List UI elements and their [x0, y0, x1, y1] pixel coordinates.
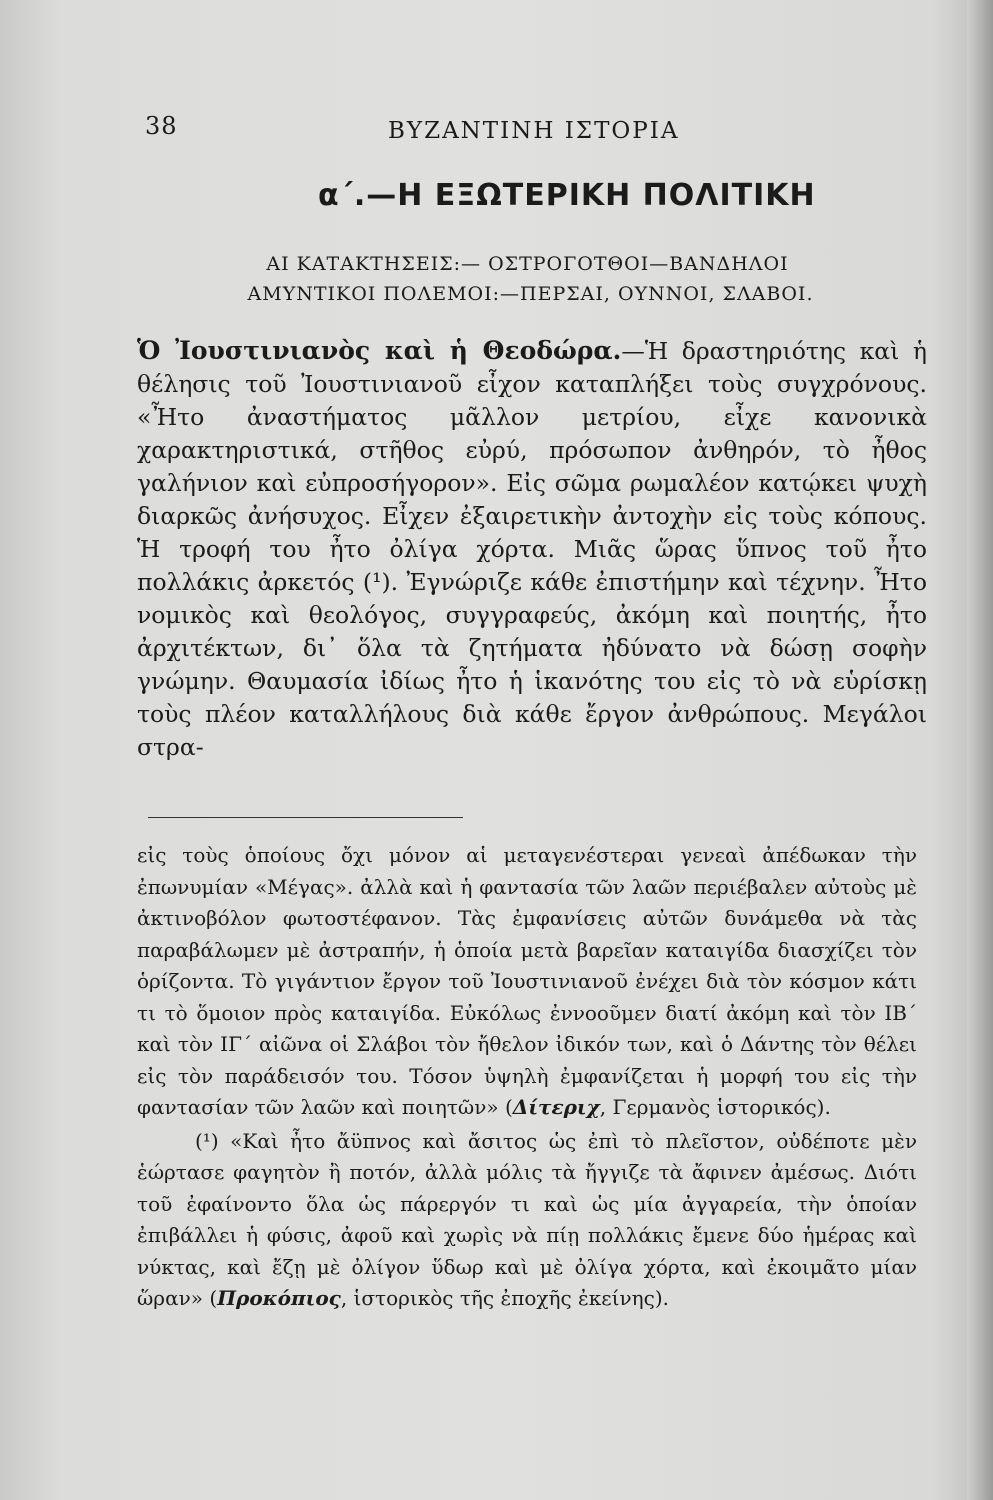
running-head: ΒΥΖΑΝΤΙΝΗ ΙΣΤΟΡΙΑ: [388, 118, 680, 144]
body-paragraph: [137, 334, 927, 764]
paragraph-text: —Ἡ δραστηριότης καὶ ἡ θέλησις τοῦ Ἰουστινιανοῦ εἶχον καταπλήξει τοὺς συγχρόνους. «Ἦτο ἀναστήματος μᾶλλον μετρίου, εἶχε κανονικὰ χαρακτηριστικά, στῆθος εὐρύ, πρόσωπον ἀνθηρόν, τὸ ἦθος γαλήνιον καὶ εὐπροσήγορον». Εἰς σῶμα ρωμαλέον κατῴκει ψυχὴ διαρκῶς ἀνήσυχος. Εἶχεν ἐξαιρετικὴν ἀντοχὴν εἰς τοὺς κόπους. Ἡ τροφή του ἦτο ὀλίγα χόρτα. Μιᾶς ὥρας ὕπνος τοῦ ἦτο πολλάκις ἀρκετός (¹). Ἐγνώριζε κάθε ἐπιστήμην καὶ τέχνην. Ἦτο νομικὸς καὶ θεολόγος, συγγραφεύς, ἀκόμη καὶ ποιητής, ἦτο ἀρχιτέκτων, δι᾽ ὅλα τὰ ζητήματα ἠδύνατο νὰ δώσῃ σοφὴν γνώμην. Θαυμασία ἰδίως ἦτο ἡ ἱκανότης του εἰς τὸ νὰ εὑρίσκῃ τοὺς πλέον καταλλήλους διὰ κάθε ἔργον ἀνθρώπους. Μεγάλοι στρα-: [137, 337, 927, 761]
footnote-1: [137, 1126, 917, 1315]
footnotes: [137, 840, 917, 1315]
footnote-divider: [148, 817, 463, 818]
page-number: 38: [145, 112, 178, 140]
footnote-continuation-tail: , Γερμανὸς ἱστορικός).: [599, 1095, 831, 1119]
footnote-citation-author: Δίτεριχ: [512, 1095, 600, 1119]
footnote-continuation: [137, 840, 917, 1124]
footnote-1-citation-author: Προκόπιος: [217, 1286, 341, 1310]
page-edge-shadow: [967, 0, 993, 1500]
footnote-continuation-text: εἰς τοὺς ὁποίους ὄχι μόνον αἱ μεταγενέστεραι γενεαὶ ἀπέδωκαν τὴν ἐπωνυμίαν «Μέγας». ἀλλὰ καὶ ἡ φαντασία τῶν λαῶν περιέβαλεν αὐτοὺς μὲ ἀκτινοβόλον φωτοστέφανον. Τὰς ἐμφανίσεις αὐτῶν δυνάμεθα νὰ τὰς παραβάλωμεν μὲ ἀστραπήν, ἡ ὁποία μετὰ βαρεῖαν καταιγίδα διασχίζει τὸν ὁρίζοντα. Τὸ γιγάντιον ἔργον τοῦ Ἰουστινιανοῦ ἐνέχει διὰ τὸν κόσμον κάτι τι τὸ ὅμοιον πρὸς καταιγίδα. Εὐκόλως ἐννοοῦμεν διατί ἀκόμη καὶ τὸν ΙΒ΄ καὶ τὸν ΙΓ΄ αἰῶνα οἱ Σλάβοι τὸν ἤθελον ἰδικόν των, καὶ ὁ Δάντης τὸν θέλει εἰς τὸν παράδεισόν του. Τόσον ὑψηλὴ ἐμφανίζεται ἡ μορφή του εἰς τὴν φαντασίαν τῶν λαῶν καὶ ποιητῶν» (: [137, 843, 917, 1119]
footnote-1-text: (¹) «Καὶ ἦτο ἄϋπνος καὶ ἄσιτος ὡς ἐπὶ τὸ πλεῖστον, οὐδέποτε μὲν ἑώρτασε φαγητὸν ἢ ποτόν, ἀλλὰ μόλις τὰ ἤγγιζε τὰ ἄφινεν ἀμέσως. Διότι τοῦ ἐφαίνοντο ὅλα ὡς πάρεργόν τι καὶ ὡς μία ἀγγαρεία, τὴν ὁποίαν ἐπιβάλλει ἡ φύσις, ἀφοῦ καὶ χωρὶς νὰ πίῃ πολλάκις ἔμενε δύο ἡμέρας καὶ νύκτας, καὶ ἔζῃ μὲ ὀλίγον ὕδωρ καὶ μὲ ὀλίγα χόρτα, καὶ ἐκοιμᾶτο μίαν ὥραν» (: [137, 1128, 917, 1310]
section-title: α΄.—Η ΕΞΩΤΕΡΙΚΗ ΠΟΛΙΤΙΚΗ: [318, 178, 816, 213]
subheading-conquests: ΑΙ ΚΑΤΑΚΤΗΣΕΙΣ:— ΟΣΤΡΟΓΟΤΘΟΙ—ΒΑΝΔΗΛΟΙ: [266, 253, 789, 275]
paragraph-lead: Ὁ Ἰουστινιανὸς καὶ ἡ Θεοδώρα.: [137, 336, 622, 365]
subheading-defensive-wars: ΑΜΥΝΤΙΚΟΙ ΠΟΛΕΜΟΙ:—ΠΕΡΣΑΙ, ΟΥΝΝΟΙ, ΣΛΑΒΟΙ.: [247, 283, 814, 305]
footnote-1-tail: , ἱστορικὸς τῆς ἐποχῆς ἐκείνης).: [340, 1286, 669, 1310]
